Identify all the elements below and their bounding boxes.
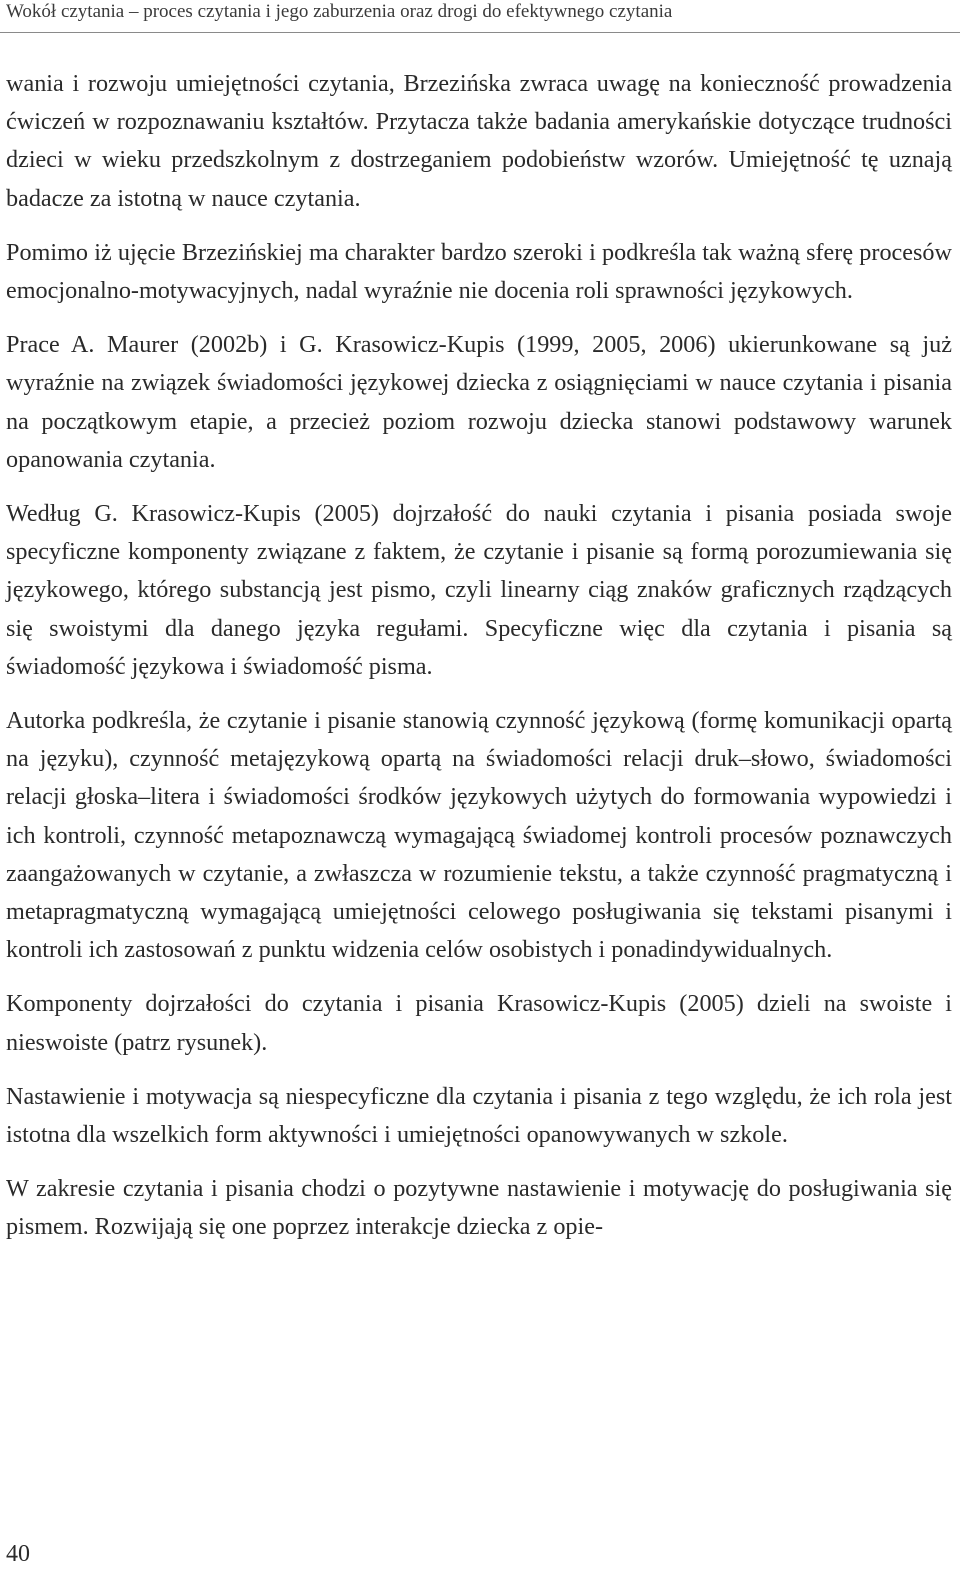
paragraph-3: Prace A. Maurer (2002b) i G. Krasowicz-Kupis (1999, 2005, 2006) ukierunkowane są już wyraźnie na związek świadomości językowej dziecka z osiągnięciami w nauce czytania i pisania na początkowym etapie, a przecież poziom rozwoju dziecka stanowi podstawowy warunek opanowania czytania. — [6, 331, 952, 473]
header-rule — [0, 32, 960, 33]
page-body — [6, 65, 952, 1263]
paragraph-2: Pomimo iż ujęcie Brzezińskiej ma charakter bardzo szeroki i podkreśla tak ważną sferę procesów emocjonalno-motywacyjnych, nadal wyraźnie nie docenia roli sprawności językowych. — [6, 238, 952, 305]
running-header: Wokół czytania – proces czytania i jego zaburzenia oraz drogi do efektywnego czytania — [6, 1, 673, 22]
paragraph-8: W zakresie czytania i pisania chodzi o pozytywne nastawienie i motywację do posługiwania się pismem. Rozwijają się one poprzez interakcje dziecka z opie- — [6, 1175, 952, 1241]
paragraph-7: Nastawienie i motywacja są niespecyficzne dla czytania i pisania z tego względu, że ich rola jest istotna dla wszelkich form aktywności i umiejętności opanowywanych w szkole. — [6, 1082, 952, 1149]
paragraph-5: Autorka podkreśla, że czytanie i pisanie stanowią czynność językową (formę komunikacji opartą na języku), czynność metajęzykową opartą na świadomości relacji druk–słowo, świadomości relacji głoska–litera i świadomości środków językowych użytych do formowania wypowiedzi i ich kontroli, czynność metapoznawczą wymagającą świadomej kontroli procesów poznawczych zaangażowanych w czytanie, a zwłaszcza w rozumienie tekstu, a także czynność pragmatyczną i metapragmatyczną wymagającą umiejętności celowego posługiwania się tekstami pisanymi i kontroli ich zastosowań z punktu widzenia celów osobistych i ponadindywidualnych. — [6, 707, 952, 964]
paragraph-4: Według G. Krasowicz-Kupis (2005) dojrzałość do nauki czytania i pisania posiada swoje specyficzne komponenty związane z faktem, że czytanie i pisanie są formą porozumiewania się językowego, którego substancją jest pismo, czyli linearny ciąg znaków graficznych rządzących się swoistymi dla danego języka regułami. Specyficzne więc dla czytania i pisania są świadomość językowa i świadomość pisma. — [6, 500, 952, 680]
page-number: 40 — [6, 1541, 30, 1567]
paragraph-1: wania i rozwoju umiejętności czytania, Brzezińska zwraca uwagę na konieczność prowadzenia ćwiczeń w rozpoznawaniu kształtów. Przytacza także badania amerykańskie dotyczące trudności dzieci w wieku przedszkolnym z dostrzeganiem podobieństw wzorów. Umiejętność tę uznają badacze za istotną w nauce czytania. — [6, 70, 952, 212]
paragraph-6: Komponenty dojrzałości do czytania i pisania Krasowicz-Kupis (2005) dzieli na swoiste i nieswoiste (patrz rysunek). — [6, 990, 952, 1056]
